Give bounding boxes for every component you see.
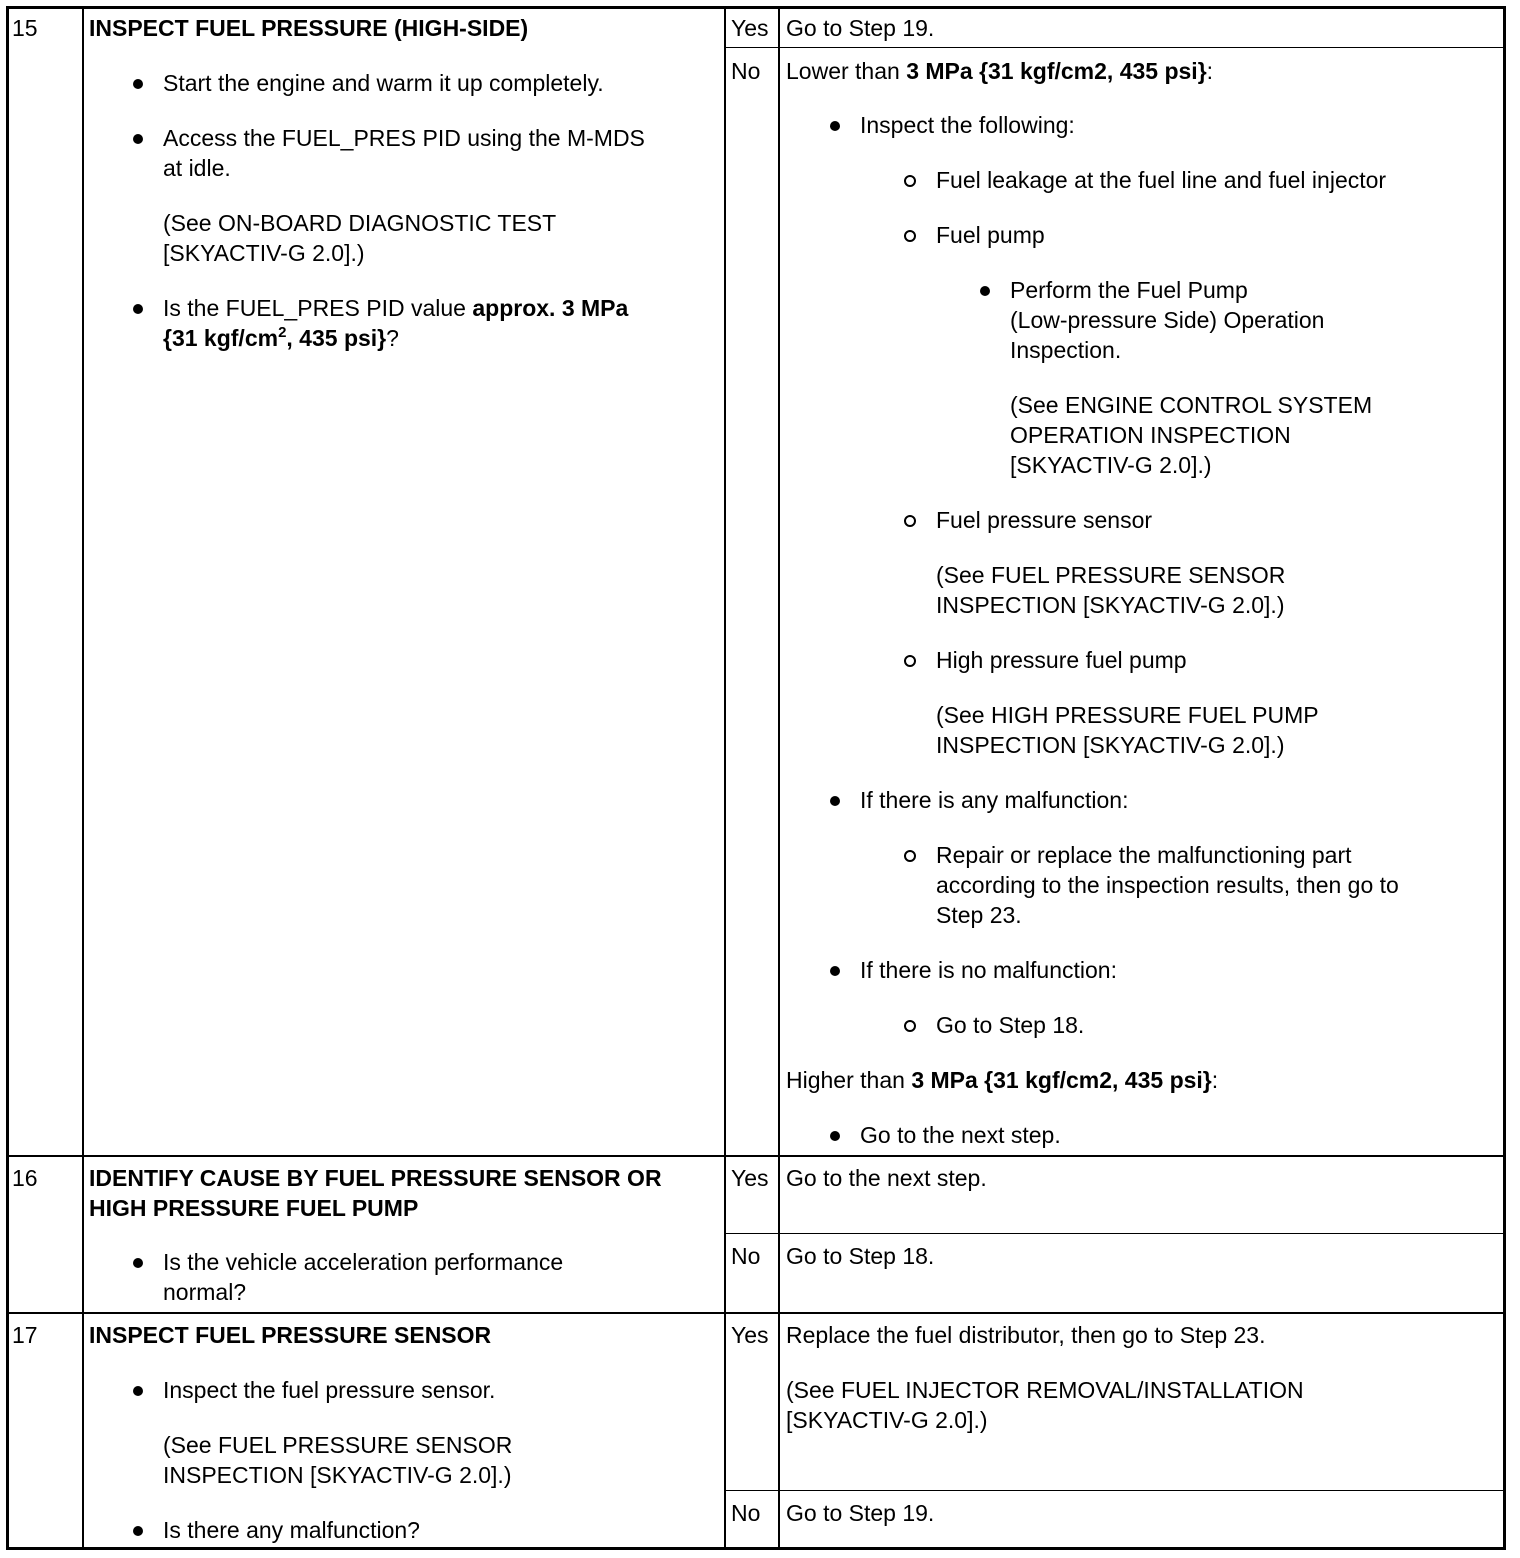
question: Is there any malfunction? [163,1517,420,1543]
question-value: {31 kgf/cm [163,325,279,351]
step-title: INSPECT FUEL PRESSURE (HIGH-SIDE) [89,15,529,41]
result-text [786,1065,1218,1095]
reference-note: INSPECTION [SKYACTIV-G 2.0].) [936,732,1285,758]
result-text: Repair or replace the malfunctioning part [936,842,1352,868]
result-text: High pressure fuel pump [936,647,1187,673]
bullet-icon [980,286,990,296]
circle-bullet-icon [904,655,916,667]
pressure-value: 3 MPa {31 kgf/cm2, 435 psi} [906,58,1207,84]
superscript: 2 [278,324,287,341]
row-divider [724,47,1506,48]
result-text: Go to Step 19. [786,1500,935,1526]
result-text: Fuel pump [936,222,1045,248]
question-value: , 435 psi} [286,325,387,351]
step-title: INSPECT FUEL PRESSURE SENSOR [89,1322,492,1348]
instruction: Start the engine and warm it up completely. [163,70,604,96]
result-text: (Low-pressure Side) Operation [1010,307,1325,333]
question-text: Is the FUEL_PRES PID value [163,295,473,321]
question-value: approx. 3 MPa [472,295,629,321]
no-label: No [731,58,761,84]
reference-note: (See FUEL PRESSURE SENSOR [936,562,1286,588]
column-divider [778,6,780,1550]
circle-bullet-icon [904,1020,916,1032]
step-title: HIGH PRESSURE FUEL PUMP [89,1195,419,1221]
reference-note: (See HIGH PRESSURE FUEL PUMP [936,702,1319,728]
yes-label: Yes [731,1165,769,1191]
instruction: at idle. [163,155,231,181]
column-divider [724,6,726,1550]
bullet-icon [133,1526,143,1536]
row-divider [724,1233,1506,1234]
reference-note: [SKYACTIV-G 2.0].) [1010,452,1212,478]
no-label: No [731,1243,761,1269]
circle-bullet-icon [904,175,916,187]
circle-bullet-icon [904,230,916,242]
bullet-icon [133,134,143,144]
instruction: Inspect the fuel pressure sensor. [163,1377,496,1403]
reference-note: (See FUEL INJECTOR REMOVAL/INSTALLATION [786,1377,1304,1403]
row-divider [6,1312,1506,1314]
yes-label: Yes [731,15,769,41]
row-divider [6,1155,1506,1157]
result-text: Go to the next step. [786,1165,987,1191]
bullet-icon [133,1386,143,1396]
instruction: Access the FUEL_PRES PID using the M-MDS [163,125,645,151]
bullet-icon [830,796,840,806]
step-number: 16 [12,1165,38,1191]
reference-note: [SKYACTIV-G 2.0].) [786,1407,988,1433]
result-text: Step 23. [936,902,1022,928]
circle-bullet-icon [904,850,916,862]
pressure-value: 3 MPa {31 kgf/cm2, 435 psi} [911,1067,1212,1093]
result-text-part: Lower than [786,58,907,84]
row-divider [724,1490,1506,1491]
step-number: 15 [12,15,38,41]
result-text-part: : [1211,1067,1219,1093]
bullet-icon [830,121,840,131]
result-text: Inspect the following: [860,112,1075,138]
result-text-part: : [1206,58,1214,84]
circle-bullet-icon [904,515,916,527]
bullet-icon [830,1131,840,1141]
reference-note: INSPECTION [SKYACTIV-G 2.0].) [163,1462,512,1488]
yes-label: Yes [731,1322,769,1348]
result-text: Go to Step 18. [786,1243,935,1269]
reference-note: (See ON-BOARD DIAGNOSTIC TEST [163,210,557,236]
no-label: No [731,1500,761,1526]
result-text: If there is any malfunction: [860,787,1129,813]
step-number: 17 [12,1322,38,1348]
result-text: Perform the Fuel Pump [1010,277,1248,303]
bullet-icon [133,79,143,89]
result-text: If there is no malfunction: [860,957,1117,983]
result-text [786,56,1213,86]
bullet-icon [133,304,143,314]
step-title: IDENTIFY CAUSE BY FUEL PRESSURE SENSOR OR [89,1165,662,1191]
result-text: Replace the fuel distributor, then go to Step 23. [786,1322,1266,1348]
result-text: Go to Step 18. [936,1012,1085,1038]
result-text: according to the inspection results, then go to [936,872,1399,898]
result-text: Go to Step 19. [786,15,935,41]
question [163,323,399,353]
reference-note: [SKYACTIV-G 2.0].) [163,240,365,266]
reference-note: (See FUEL PRESSURE SENSOR [163,1432,513,1458]
reference-note: INSPECTION [SKYACTIV-G 2.0].) [936,592,1285,618]
question-text: ? [386,325,399,351]
question: Is the vehicle acceleration performance [163,1249,564,1275]
question: normal? [163,1279,247,1305]
bullet-icon [830,966,840,976]
result-text-part: Higher than [786,1067,912,1093]
reference-note: OPERATION INSPECTION [1010,422,1291,448]
result-text: Fuel pressure sensor [936,507,1153,533]
column-divider [82,6,84,1550]
reference-note: (See ENGINE CONTROL SYSTEM [1010,392,1373,418]
question [163,293,628,323]
result-text: Fuel leakage at the fuel line and fuel injector [936,167,1387,193]
result-text: Go to the next step. [860,1122,1061,1148]
bullet-icon [133,1258,143,1268]
result-text: Inspection. [1010,337,1122,363]
